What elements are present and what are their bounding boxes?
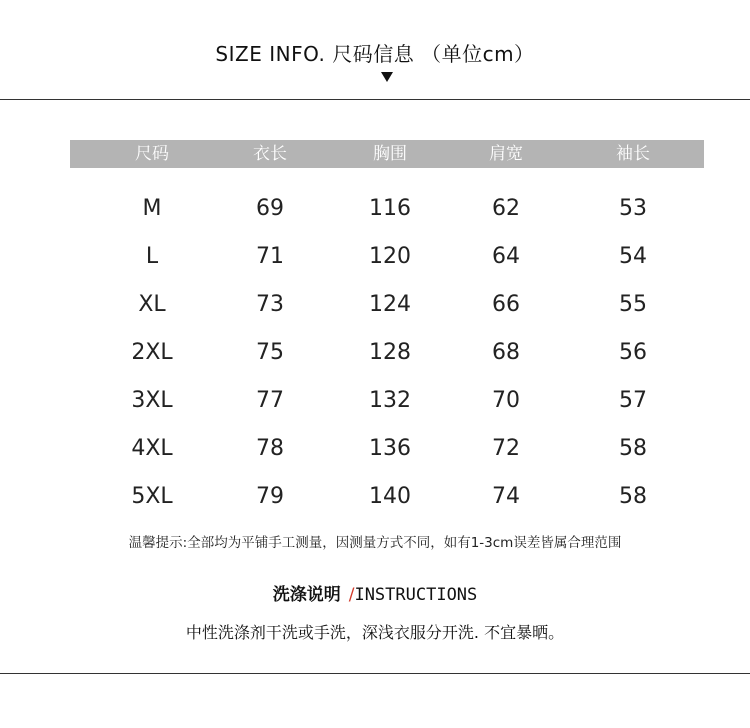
sleeve-cell: 56 (619, 340, 647, 365)
page-title: SIZE INFO. 尺码信息 （单位cm） (215, 42, 535, 66)
length-cell: 78 (256, 436, 284, 461)
bottom-divider (0, 673, 750, 674)
length-cell: 73 (256, 292, 284, 317)
shoulder-cell: 70 (492, 388, 520, 413)
wash-instructions-title (0, 580, 750, 605)
sleeve-cell: 58 (619, 484, 647, 509)
table-row (0, 290, 750, 320)
sleeve-cell: 55 (619, 292, 647, 317)
chest-cell: 136 (369, 436, 411, 461)
shoulder-cell: 72 (492, 436, 520, 461)
size-table-header (70, 140, 704, 168)
size-cell: L (145, 244, 159, 269)
size-cell: 5XL (131, 484, 173, 509)
wash-title-en: INSTRUCTIONS (354, 585, 478, 605)
sleeve-cell: 53 (619, 196, 647, 221)
sleeve-header: 袖长 (616, 144, 650, 164)
shoulder-cell: 66 (492, 292, 520, 317)
length-header: 衣长 (253, 144, 287, 164)
length-cell: 69 (256, 196, 284, 221)
length-cell: 79 (256, 484, 284, 509)
shoulder-cell: 74 (492, 484, 520, 509)
wash-title-cn: 洗涤说明 (272, 585, 341, 605)
chest-cell: 120 (369, 244, 411, 269)
sleeve-cell: 57 (619, 388, 647, 413)
chest-cell: 128 (369, 340, 411, 365)
size-cell: 2XL (131, 340, 173, 365)
table-row (0, 338, 750, 368)
shoulder-cell: 64 (492, 244, 520, 269)
size-cell: 3XL (131, 388, 173, 413)
chest-cell: 116 (369, 196, 411, 221)
size-cell: XL (138, 292, 166, 317)
table-row (0, 482, 750, 512)
length-cell: 71 (256, 244, 284, 269)
table-row (0, 434, 750, 464)
wash-title-slash: / (348, 585, 355, 605)
measurement-note: 温馨提示:全部均为平铺手工测量，因测量方式不同，如有1-3cm误差皆属合理范围 (128, 535, 622, 551)
size-cell: 4XL (131, 436, 173, 461)
size-header: 尺码 (135, 144, 169, 164)
table-row (0, 386, 750, 416)
table-row (0, 242, 750, 272)
shoulder-cell: 68 (492, 340, 520, 365)
top-divider (0, 99, 750, 100)
table-row (0, 194, 750, 224)
sleeve-cell: 58 (619, 436, 647, 461)
size-cell: M (142, 196, 162, 221)
chest-cell: 140 (369, 484, 411, 509)
shoulder-header: 肩宽 (489, 144, 523, 164)
chest-header: 胸围 (373, 144, 407, 164)
length-cell: 77 (256, 388, 284, 413)
length-cell: 75 (256, 340, 284, 365)
chest-cell: 132 (369, 388, 411, 413)
down-arrow-icon (381, 72, 393, 82)
sleeve-cell: 54 (619, 244, 647, 269)
shoulder-cell: 62 (492, 196, 520, 221)
chest-cell: 124 (369, 292, 411, 317)
wash-instructions-text: 中性洗涤剂干洗或手洗，深浅衣服分开洗. 不宜暴晒。 (185, 623, 565, 642)
